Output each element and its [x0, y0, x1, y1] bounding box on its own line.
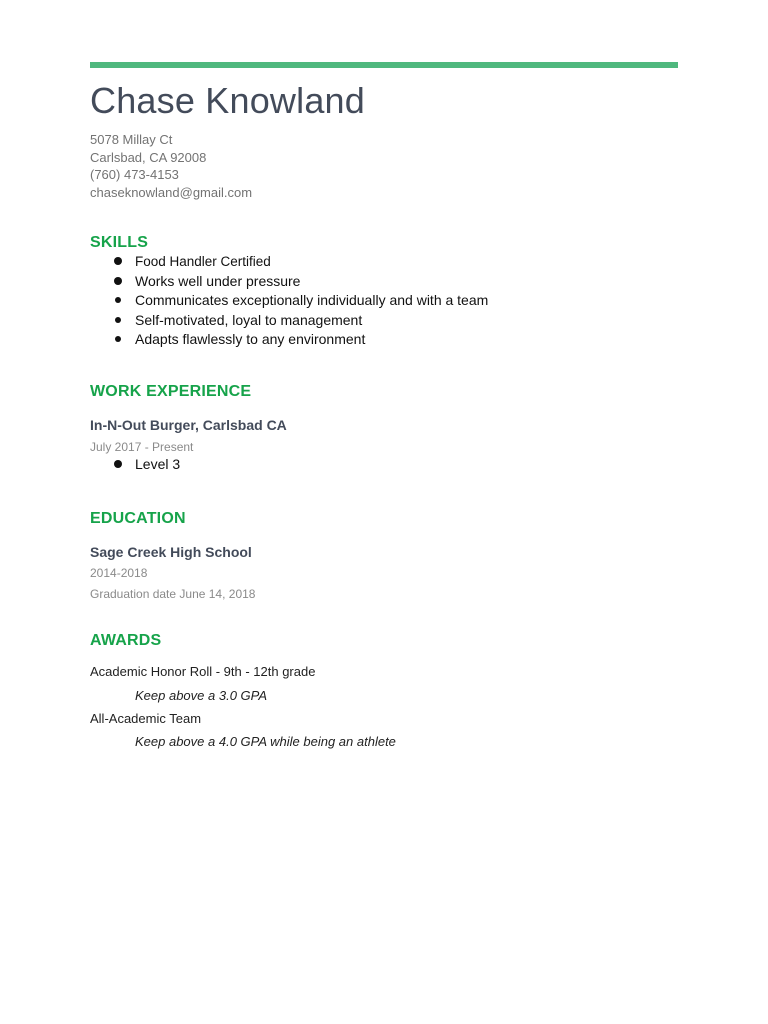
award-title: Academic Honor Roll - 9th - 12th grade: [90, 663, 316, 679]
job-bullet-label: Level 3: [135, 455, 181, 472]
job-bullets: [90, 455, 678, 473]
job-dates: July 2017 - Present: [90, 439, 194, 454]
skill-label: Communicates exceptionally individually and with a team: [135, 292, 489, 308]
award-title: All-Academic Team: [90, 710, 202, 726]
award-note: Keep above a 4.0 GPA while being an athlete: [135, 733, 396, 749]
graduation-date: Graduation date June 14, 2018: [90, 586, 256, 601]
skill-item: [90, 272, 678, 292]
bullet-icon: [115, 317, 121, 323]
top-accent-rule: [90, 62, 678, 68]
job-title: In-N-Out Burger, Carlsbad CA: [90, 416, 287, 433]
education-heading: EDUCATION: [90, 509, 186, 527]
work-heading: WORK EXPERIENCE: [90, 382, 252, 400]
bullet-icon: [115, 297, 121, 303]
skill-label: Works well under pressure: [135, 272, 301, 289]
skill-item: [90, 330, 678, 350]
candidate-name: Chase Knowland: [90, 80, 365, 121]
contact-block: [90, 131, 678, 201]
skill-item: [90, 291, 678, 311]
school-years: 2014-2018: [90, 565, 148, 580]
skill-item: [90, 311, 678, 331]
job-bullet-item: [90, 455, 678, 473]
education-meta: [90, 563, 678, 605]
contact-phone: (760) 473-4153: [90, 167, 179, 182]
contact-city: Carlsbad, CA 92008: [90, 149, 207, 165]
skill-item: [90, 252, 678, 272]
bullet-icon: [115, 336, 121, 342]
skill-label: Self-motivated, loyal to management: [135, 311, 363, 328]
skill-label: Food Handler Certified: [135, 254, 271, 269]
resume-page: [90, 62, 678, 749]
bullet-icon: [114, 257, 122, 265]
bullet-icon: [114, 277, 122, 285]
contact-street: 5078 Millay Ct: [90, 132, 173, 147]
awards-heading: AWARDS: [90, 631, 162, 649]
skills-heading: SKILLS: [90, 234, 149, 251]
school-name: Sage Creek High School: [90, 543, 252, 560]
skills-list: [90, 252, 678, 350]
bullet-icon: [114, 460, 122, 468]
contact-email: chaseknowland@gmail.com: [90, 184, 253, 200]
award-note: Keep above a 3.0 GPA: [135, 687, 268, 703]
skill-label: Adapts flawlessly to any environment: [135, 331, 366, 347]
